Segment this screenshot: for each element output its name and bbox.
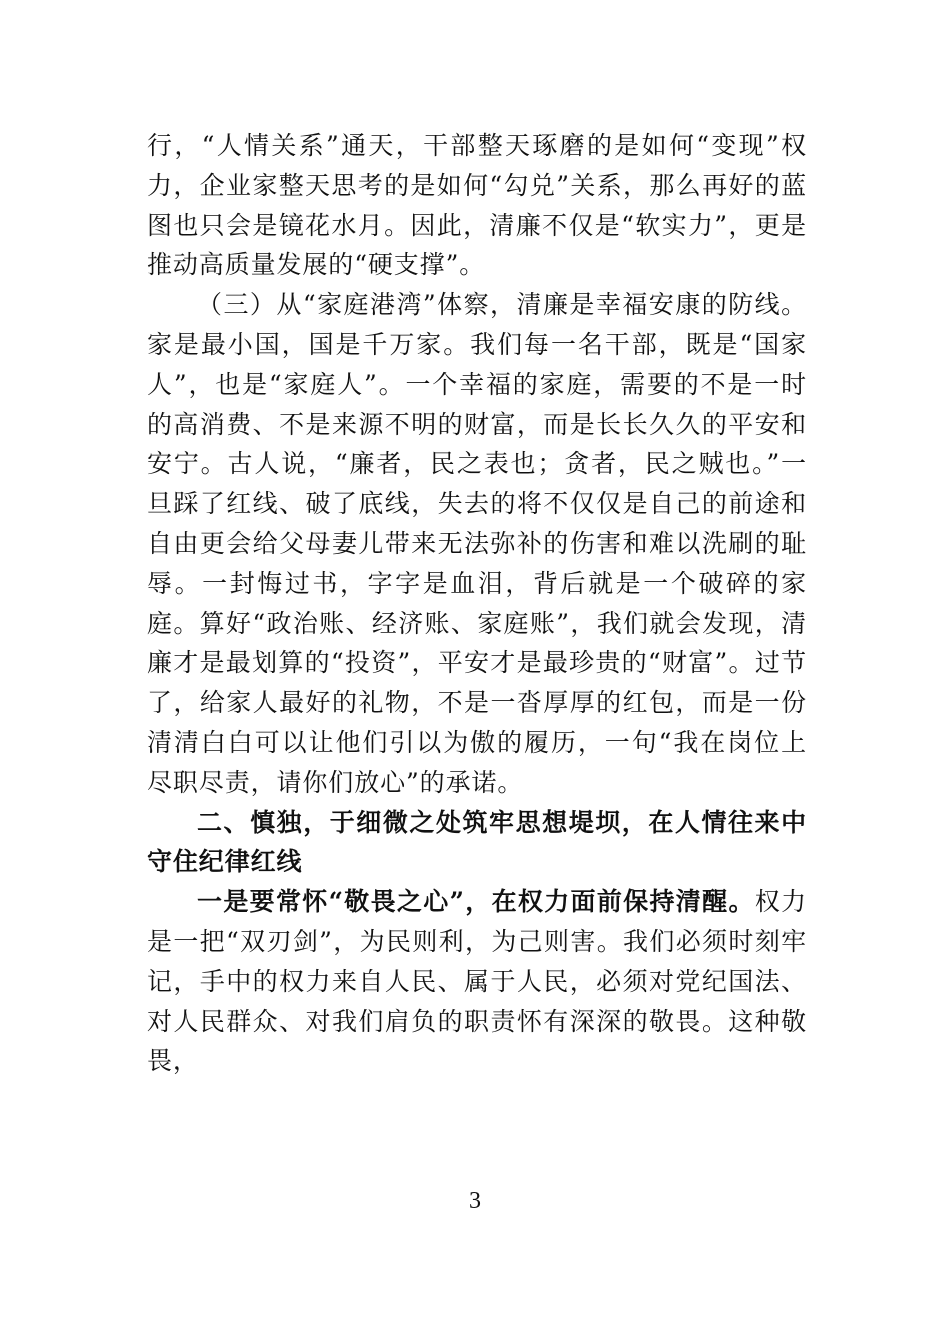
document-body bbox=[147, 126, 807, 1081]
paragraph-awe bbox=[147, 882, 807, 1081]
page-number: 3 bbox=[469, 1188, 481, 1214]
paragraph-lead-bold: 一是要常怀“敬畏之心”，在权力面前保持清醒。 bbox=[197, 887, 755, 917]
paragraph-awe-body: 权力是一把“双刃剑”，为民则利，为己则害。我们必须时刻牢记，手中的权力来自人民、属于人民，必须对党纪国法、对人民群众、对我们肩负的职责怀有深深的敬畏。这种敬畏， bbox=[147, 887, 808, 1076]
paragraph-family-harbor: （三）从“家庭港湾”体察，清廉是幸福安康的防线。家是最小国，国是千万家。我们每一名干部，既是“国家人”，也是“家庭人”。一个幸福的家庭，需要的不是一时的高消费、不是来源不明的财富，而是长长久久的平安和安宁。古人说，“廉者，民之表也；贪者，民之贼也。”一旦踩了红线、破了底线，失去的将不仅仅是自己的前途和自由更会给父母妻儿带来无法弥补的伤害和难以洗刷的耻辱。一封悔过书，字字是血泪，背后就是一个破碎的家庭。算好“政治账、经济账、家庭账”，我们就会发现，清廉才是最划算的“投资”，平安才是最珍贵的“财富”。过节了，给家人最好的礼物，不是一沓厚厚的红包，而是一份清清白白可以让他们引以为傲的履历，一句“我在岗位上尽职尽责，请你们放心”的承诺。 bbox=[147, 290, 807, 797]
paragraph-continuation: 行，“人情关系”通天，干部整天琢磨的是如何“变现”权力，企业家整天思考的是如何“勾兑”关系，那么再好的蓝图也只会是镜花水月。因此，清廉不仅是“软实力”，更是推动高质量发展的“硬支撑”。 bbox=[147, 131, 807, 280]
section-heading: 二、慎独，于细微之处筑牢思想堤坝，在人情往来中守住纪律红线 bbox=[147, 807, 807, 877]
